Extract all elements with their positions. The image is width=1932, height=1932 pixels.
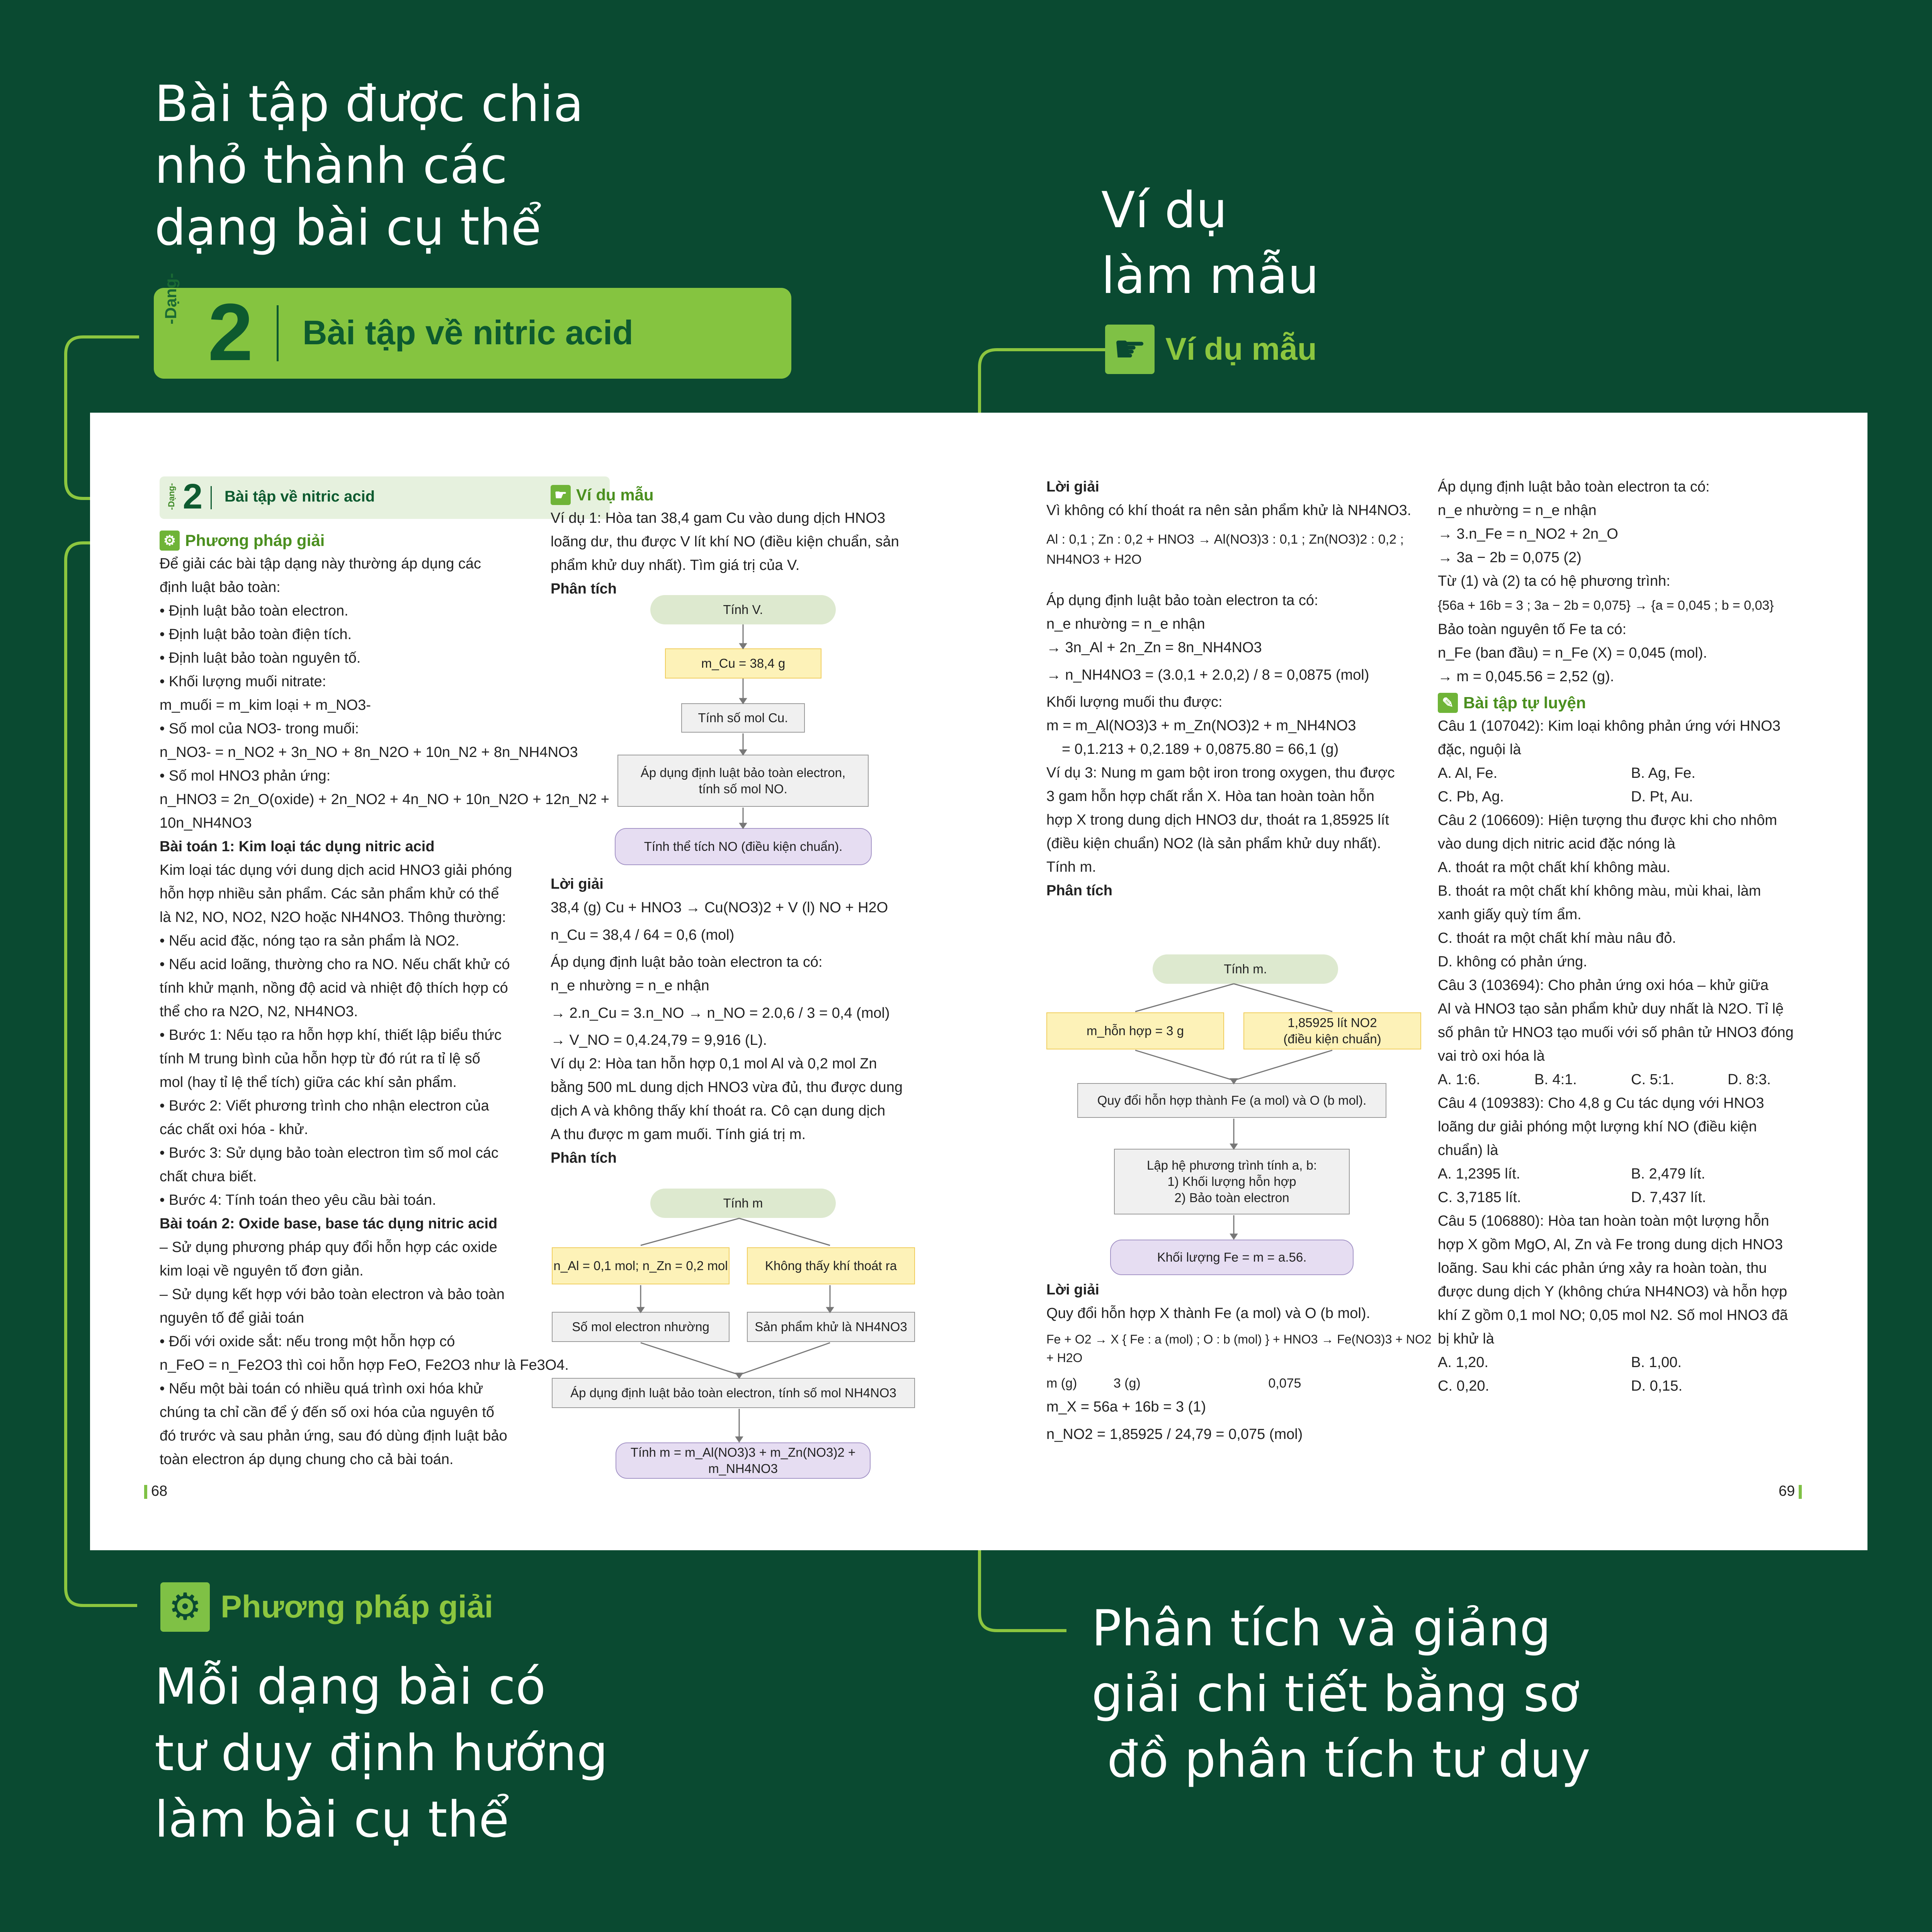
practice-line: bị khử là — [1438, 1331, 1494, 1347]
practice-line: khí Z gồm 0,1 mol NO; 0,05 mol N2. Số mol HNO3 đã — [1438, 1307, 1788, 1323]
p69-sol-title: Lời giải — [1046, 479, 1099, 495]
ex3-line: 3 gam hỗn hợp chất rắn X. Hòa tan hoàn toàn hỗn — [1046, 788, 1374, 804]
practice-line — [1438, 1162, 1824, 1186]
dang-title: Bài tập về nitric acid — [303, 313, 633, 352]
p68-method-line: • Nếu acid loãng, thường cho ra NO. Nếu chất khử có — [160, 956, 510, 973]
practice-line: Câu 1 (107042): Kim loại không phản ứng với HNO3 — [1438, 718, 1781, 734]
flow1-given: m_Cu = 38,4 g — [665, 648, 821, 679]
practice-line — [1438, 785, 1824, 809]
p68-method-line: • Khối lượng muối nitrate: — [160, 673, 327, 690]
ex2-line: Ví dụ 2: Hòa tan hỗn hợp 0,1 mol Al và 0,2 mol Zn — [551, 1056, 877, 1072]
pointing-hand-icon: ☛ — [1105, 325, 1155, 374]
practice-line: số phân tử HNO3 tạo muối với số phân tử HNO3 đóng — [1438, 1024, 1794, 1041]
p69-reaction: Al : 0,1 ; Zn : 0,2 + HNO3 → Al(NO3)3 : 0,1 ; Zn(NO3)2 : 0,2 ; NH4NO3 + H2O — [1046, 532, 1404, 567]
p68-method-line: • Định luật bảo toàn điện tích. — [160, 626, 352, 643]
p68-method-line: tính M trung bình của hỗn hợp từ đó rút ra tỉ lệ số — [160, 1051, 480, 1067]
p68-method-line: toàn electron áp dụng chung cho cả bài toán. — [160, 1451, 454, 1468]
ex1-line: Ví dụ 1: Hòa tan 38,4 gam Cu vào dung dịch HNO3 — [551, 510, 886, 526]
answer-option: B. Ag, Fe. — [1631, 765, 1696, 781]
callout-line: Bài tập được chia — [155, 75, 584, 133]
page-number-68 — [140, 1483, 167, 1500]
answer-option: D. 8:3. — [1728, 1071, 1771, 1088]
vi-du-mau-heading — [1105, 325, 1317, 374]
p68-solution1 — [551, 872, 937, 1170]
dang-number: 2 — [208, 287, 253, 378]
callout-line: Phân tích và giảng — [1092, 1600, 1551, 1657]
p68-examples-col — [551, 483, 937, 601]
p68-method-line: đó trước và sau phản ứng, sau đó dùng định luật bảo — [160, 1428, 507, 1444]
flow1-end: Tính thể tích NO (điều kiện chuẩn). — [615, 828, 872, 865]
sol1-title: Lời giải — [551, 876, 604, 892]
flow3-step-text: 2) Bảo toàn electron — [1174, 1190, 1289, 1205]
p68-examples-heading — [551, 483, 937, 507]
sol1-line: 38,4 (g) Cu + HNO3 → Cu(NO3)2 + V (l) NO + H2O — [551, 900, 888, 916]
p68-method-line: • Nếu một bài toán có nhiều quá trình oxi hóa khử — [160, 1381, 483, 1397]
flow2-arrows — [550, 1185, 921, 1448]
p68-method-line: • Số mol của NO3- trong muối: — [160, 721, 359, 737]
p69-line: → n_NH4NO3 = (3.0,1 + 2.0,2) / 8 = 0,0875 (mol) — [1046, 667, 1369, 683]
answer-option: A. 1,20. — [1438, 1354, 1488, 1371]
practice-line: Câu 2 (106609): Hiện tượng thu được khi cho nhôm — [1438, 812, 1777, 828]
p68-method-line: • Bước 2: Viết phương trình cho nhận electron của — [160, 1098, 489, 1114]
p68-method-line: – Sử dụng kết hợp với bảo toàn electron và bảo toàn — [160, 1286, 505, 1303]
callout-bottom-right — [1092, 1596, 1590, 1793]
ex2-line: A thu được m gam muối. Tính giá trị m. — [551, 1126, 806, 1143]
flow2-start: Tính m — [650, 1189, 836, 1218]
callout-line: tư duy định hướng — [155, 1725, 608, 1782]
p68-method-line: • Bước 4: Tính toán theo yêu cầu bài toán. — [160, 1192, 436, 1208]
practice-line — [1438, 1068, 1824, 1092]
page-bar — [144, 1485, 147, 1499]
dang-banner — [154, 273, 791, 379]
p68-method-line: n_FeO = n_Fe2O3 thì coi hỗn hợp FeO, Fe2O3 như là Fe3O4. — [160, 1357, 569, 1373]
practice-line: A. thoát ra một chất khí không màu. — [1438, 859, 1670, 876]
p68-method-line: • Định luật bảo toàn electron. — [160, 603, 349, 619]
p69-line: Khối lượng muối thu được: — [1046, 694, 1223, 710]
p68-method-line: Bài toán 1: Kim loại tác dụng nitric acid — [160, 838, 435, 855]
flow1-step: Tính số mol Cu. — [681, 703, 805, 733]
sol1-line: → V_NO = 0,4.24,79 = 9,916 (L). — [551, 1032, 767, 1048]
p69-col2 — [1438, 475, 1824, 1398]
practice-line: xanh giấy quỳ tím ẩm. — [1438, 906, 1582, 923]
answer-option: D. 0,15. — [1631, 1378, 1683, 1394]
flow3-given-right-text: (điều kiện chuẩn) — [1283, 1032, 1381, 1046]
answer-option: A. Al, Fe. — [1438, 765, 1498, 781]
p69-col1-solution — [1046, 1278, 1433, 1450]
p68-header — [160, 476, 610, 519]
p68-method-line: các chất oxi hóa - khử. — [160, 1121, 308, 1138]
ex2-analysis-label: Phân tích — [551, 1150, 617, 1166]
practice-line — [1438, 1374, 1824, 1398]
gear-icon: ⚙ — [160, 531, 180, 551]
ex1-analysis-label: Phân tích — [551, 581, 617, 597]
p68-method-column — [160, 529, 610, 1471]
pencil-icon: ✎ — [1438, 693, 1458, 713]
p68-method-line: n_HNO3 = 2n_O(oxide) + 2n_NO2 + 4n_NO + 10n_N2O + 12n_N2 + 10n_NH4NO3 — [160, 791, 609, 831]
practice-line: chuẩn) là — [1438, 1142, 1498, 1158]
flow2-step-left: Số mol electron nhường — [552, 1312, 730, 1342]
answer-option: C. 0,20. — [1438, 1378, 1490, 1394]
p69-sol2-title: Lời giải — [1046, 1282, 1099, 1298]
answer-option: C. Pb, Ag. — [1438, 789, 1504, 805]
p68-method-line: tính khử mạnh, nồng độ acid và nhiệt độ thích hợp có — [160, 980, 508, 996]
p69-col2-line: {56a + 16b = 3 ; 3a − 2b = 0,075} → {a = 0,045 ; b = 0,03} — [1438, 598, 1774, 613]
p68-method-line: thể cho ra N2O, N2, NH4NO3. — [160, 1003, 358, 1020]
practice-line: đặc, nguội là — [1438, 742, 1521, 758]
p68-method-line: • Số mol HNO3 phản ứng: — [160, 768, 331, 784]
ex3-line: hợp X trong dung dịch HNO3 dư, thoát ra 1,85925 lít — [1046, 812, 1389, 828]
p69-col2-line: → m = 0,045.56 = 2,52 (g). — [1438, 668, 1614, 685]
practice-line: loãng dư giải phóng một lượng khí NO (điều kiện — [1438, 1119, 1757, 1135]
practice-line: B. thoát ra một chất khí không màu, mùi khai, làm — [1438, 883, 1761, 899]
p68-method-line: mol (hay tỉ lệ thể tích) giữa các khí sản phẩm. — [160, 1074, 457, 1090]
flow3-step-text: 1) Khối lượng hỗn hợp — [1167, 1174, 1296, 1189]
practice-line: Câu 3 (103694): Cho phản ứng oxi hóa – khử giữa — [1438, 977, 1769, 993]
p69-sol2-line: n_NO2 = 1,85925 / 24,79 = 0,075 (mol) — [1046, 1426, 1303, 1442]
practice-line: loãng. Sau khi các phản ứng xảy ra hoàn toàn, thu — [1438, 1260, 1767, 1276]
p68-method-line: Kim loại tác dụng với dung dịch acid HNO3 giải phóng — [160, 862, 512, 878]
practice-line: Câu 5 (106880): Hòa tan hoàn toàn một lượng hỗn — [1438, 1213, 1769, 1229]
answer-option: C. 3,7185 lít. — [1438, 1189, 1521, 1206]
vi-du-mau-label: Ví dụ mẫu — [1165, 332, 1317, 367]
p68-header-title: Bài tập về nitric acid — [224, 488, 375, 505]
flow3-end: Khối lượng Fe = m = a.56. — [1110, 1240, 1354, 1275]
practice-questions — [1438, 714, 1824, 1398]
ex3-line: Tính m. — [1046, 859, 1096, 875]
sol1-line: n_e nhường = n_e nhận — [551, 978, 709, 994]
p69-col2-line: → 3.n_Fe = n_NO2 + 2n_O — [1438, 526, 1618, 542]
p68-method-line: – Sử dụng phương pháp quy đổi hỗn hợp các oxide — [160, 1239, 497, 1255]
ex2-line: dịch A và không thấy khí thoát ra. Cô cạn dung dịch — [551, 1103, 886, 1119]
answer-option: D. 7,437 lít. — [1631, 1189, 1706, 1206]
ex3-line: (điều kiện chuẩn) NO2 (là sản phẩm khử duy nhất). — [1046, 835, 1381, 852]
flow1-arrows — [616, 594, 871, 834]
p68-method-line: • Nếu acid đặc, nóng tạo ra sản phẩm là NO2. — [160, 933, 459, 949]
p69-line: Áp dụng định luật bảo toàn electron ta có: — [1046, 592, 1318, 609]
p68-examples-title: Ví dụ mẫu — [576, 486, 654, 504]
practice-line: D. không có phản ứng. — [1438, 954, 1587, 970]
p68-method-line: nguyên tố để giải toán — [160, 1310, 304, 1326]
answer-option: B. 2,479 lít. — [1631, 1166, 1706, 1182]
practice-line: được dung dịch Y (không chứa NH4NO3) và hỗn hợp — [1438, 1284, 1787, 1300]
practice-line: vai trò oxi hóa là — [1438, 1048, 1545, 1064]
callout-top-right — [1101, 178, 1319, 309]
flow2-given-left: n_Al = 0,1 mol; n_Zn = 0,2 mol — [552, 1247, 730, 1284]
p69-col1 — [1046, 475, 1433, 903]
p68-method-line: chúng ta chỉ cần để ý đến số oxi hóa của nguyên tố — [160, 1404, 495, 1420]
flow3-start: Tính m. — [1153, 954, 1338, 984]
p68-method-line: • Đối với oxide sắt: nếu trong một hỗn hợp có — [160, 1333, 455, 1350]
sol1-line: n_Cu = 38,4 / 64 = 0,6 (mol) — [551, 927, 735, 943]
flow2-end: Tính m = m_Al(NO3)3 + m_Zn(NO3)2 + m_NH4NO3 — [616, 1442, 871, 1479]
p69-sol2-line: m_X = 56a + 16b = 3 (1) — [1046, 1399, 1206, 1415]
p69-col2-line: Bảo toàn nguyên tố Fe ta có: — [1438, 621, 1627, 638]
practice-heading — [1438, 691, 1824, 714]
p68-method-title: Phương pháp giải — [185, 531, 325, 549]
gear-icon: ⚙ — [160, 1582, 210, 1632]
answer-option: C. 5:1. — [1631, 1071, 1674, 1088]
p68-method-line: Để giải các bài tập dạng này thường áp dụng các — [160, 556, 481, 572]
callout-line: đồ phân tích tư duy — [1107, 1731, 1590, 1789]
page-bar — [1799, 1485, 1802, 1499]
p69-sol2-line: m (g) 3 (g) 0,075 — [1046, 1376, 1301, 1391]
flow3-step: Quy đổi hỗn hợp thành Fe (a mol) và O (b mol). — [1077, 1083, 1386, 1118]
p68-method-line: • Bước 3: Sử dụng bảo toàn electron tìm số mol các — [160, 1145, 498, 1161]
page-number-69-text: 69 — [1779, 1483, 1795, 1499]
practice-line — [1438, 1186, 1824, 1209]
p69-col2-line: → 3a − 2b = 0,075 (2) — [1438, 549, 1582, 566]
p68-method-lines — [160, 552, 610, 1471]
callout-line: Ví dụ — [1101, 182, 1228, 239]
callout-top-left — [155, 73, 583, 259]
flow3-given-right-text: 1,85925 lít NO2 — [1287, 1015, 1377, 1030]
pointing-hand-icon: ☛ — [551, 485, 571, 505]
ex3-line: Ví dụ 3: Nung m gam bột iron trong oxygen, thu được — [1046, 765, 1395, 781]
p68-method-line: là N2, NO, NO2, N2O hoặc NH4NO3. Thông thường: — [160, 909, 506, 925]
flow1-step-text: Áp dụng định luật bảo toàn electron, — [640, 765, 846, 780]
sol1-line: Áp dụng định luật bảo toàn electron ta có: — [551, 954, 823, 970]
p68-method-line: định luật bảo toàn: — [160, 579, 281, 595]
p68-method-line: chất chưa biết. — [160, 1168, 257, 1185]
p69-sol2-line: Quy đổi hỗn hợp X thành Fe (a mol) và O (b mol). — [1046, 1305, 1371, 1321]
flow3-arrows — [1044, 954, 1423, 1247]
flow2-given-right: Không thấy khí thoát ra — [747, 1247, 915, 1284]
p69-line: Vì không có khí thoát ra nên sản phẩm khử là NH4NO3. — [1046, 502, 1412, 519]
callout-line: dạng bài cụ thể — [155, 199, 541, 257]
p68-method-heading — [160, 529, 610, 552]
phuong-phap-label: Phương pháp giải — [221, 1589, 493, 1624]
practice-title: Bài tập tự luyện — [1463, 694, 1586, 712]
p68-method-line: • Bước 1: Nếu tạo ra hỗn hợp khí, thiết lập biểu thức — [160, 1027, 502, 1043]
answer-option: B. 1,00. — [1631, 1354, 1682, 1371]
page-number-68-text: 68 — [151, 1483, 168, 1499]
ex1-line: loãng dư, thu được V lít khí NO (điều kiện chuẩn, sản — [551, 534, 899, 550]
callout-line: giải chi tiết bằng sơ — [1092, 1665, 1580, 1723]
dang-divider — [277, 305, 279, 361]
p69-col2-line: n_e nhường = n_e nhận — [1438, 502, 1597, 519]
page-number-69 — [1779, 1483, 1806, 1500]
p69-line: n_e nhường = n_e nhận — [1046, 616, 1205, 632]
phuong-phap-heading — [160, 1582, 493, 1632]
p68-method-line: Bài toán 2: Oxide base, base tác dụng nitric acid — [160, 1216, 498, 1232]
practice-line: Al và HNO3 tạo sản phẩm khử duy nhất là N2O. Tỉ lệ — [1438, 1001, 1784, 1017]
p68-method-line: hỗn hợp nhiều sản phẩm. Các sản phẩm khử có thể — [160, 886, 499, 902]
flow1-start: Tính V. — [650, 595, 836, 624]
answer-option: D. Pt, Au. — [1631, 789, 1693, 805]
p69-col2-line: Từ (1) và (2) ta có hệ phương trình: — [1438, 573, 1670, 589]
p69-col2-line: n_Fe (ban đầu) = n_Fe (X) = 0,045 (mol). — [1438, 645, 1708, 661]
callout-bottom-left — [155, 1654, 608, 1853]
practice-line: hợp X gồm MgO, Al, Zn và Fe trong dung dịch HNO3 — [1438, 1236, 1783, 1253]
answer-option: A. 1:6. — [1438, 1071, 1480, 1088]
p69-sol2-reaction: Fe + O2 → X { Fe : a (mol) ; O : b (mol) } + HNO3 → Fe(NO3)3 + NO2 + H2O — [1046, 1332, 1432, 1365]
callout-line: nhỏ thành các — [155, 137, 508, 195]
callout-line: làm bài cụ thể — [155, 1791, 509, 1849]
ex1-line: phẩm khử duy nhất). Tìm giá trị của V. — [551, 557, 800, 573]
p68-header-divider — [211, 486, 212, 509]
ex3-analysis-label: Phân tích — [1046, 883, 1113, 899]
p69-col2-line: Áp dụng định luật bảo toàn electron ta có: — [1438, 479, 1710, 495]
flow3-step-text: Lập hệ phương trình tính a, b: — [1146, 1158, 1317, 1172]
ex2-line: bằng 500 mL dung dịch HNO3 vừa đủ, thu được dung — [551, 1079, 903, 1095]
p69-line: m = m_Al(NO3)3 + m_Zn(NO3)2 + m_NH4NO3 — [1046, 718, 1356, 734]
practice-line: vào dung dịch nitric acid đặc nóng là — [1438, 836, 1675, 852]
callout-line: Mỗi dạng bài có — [155, 1658, 546, 1716]
flow2-step: Áp dụng định luật bảo toàn electron, tính số mol NH4NO3 — [552, 1378, 915, 1408]
answer-option: B. 4:1. — [1534, 1071, 1577, 1088]
p68-method-line: • Định luật bảo toàn nguyên tố. — [160, 650, 361, 666]
p68-method-line: m_muối = m_kim loại + m_NO3- — [160, 697, 371, 713]
practice-line — [1438, 1351, 1824, 1374]
flow2-step-right: Sản phẩm khử là NH4NO3 — [747, 1312, 915, 1342]
p69-line: → 3n_Al + 2n_Zn = 8n_NH4NO3 — [1046, 639, 1262, 656]
callout-line: làm mẫu — [1101, 247, 1319, 305]
practice-line: Câu 4 (109383): Cho 4,8 g Cu tác dụng với HNO3 — [1438, 1095, 1764, 1111]
answer-option: A. 1,2395 lít. — [1438, 1166, 1520, 1182]
p69-line: = 0,1.213 + 0,2.189 + 0,0875.80 = 66,1 (g) — [1062, 741, 1339, 757]
flow3-given-left: m_hỗn hợp = 3 g — [1046, 1012, 1224, 1049]
p68-method-line: kim loại về nguyên tố đơn giản. — [160, 1263, 364, 1279]
flow1-step-text: tính số mol NO. — [699, 781, 787, 796]
p68-method-line: n_NO3- = n_NO2 + 3n_NO + 8n_N2O + 10n_N2 + 8n_NH4NO3 — [160, 744, 578, 760]
practice-line: C. thoát ra một chất khí màu nâu đỏ. — [1438, 930, 1676, 946]
sol1-line: → 2.n_Cu = 3.n_NO → n_NO = 2.0,6 / 3 = 0,4 (mol) — [551, 1005, 890, 1021]
p68-header-dang: -Dạng- — [167, 483, 176, 510]
dang-label: -Dạng- — [162, 273, 180, 325]
book-spread — [90, 413, 1867, 1550]
practice-line — [1438, 762, 1824, 785]
p68-header-number: 2 — [183, 477, 203, 516]
